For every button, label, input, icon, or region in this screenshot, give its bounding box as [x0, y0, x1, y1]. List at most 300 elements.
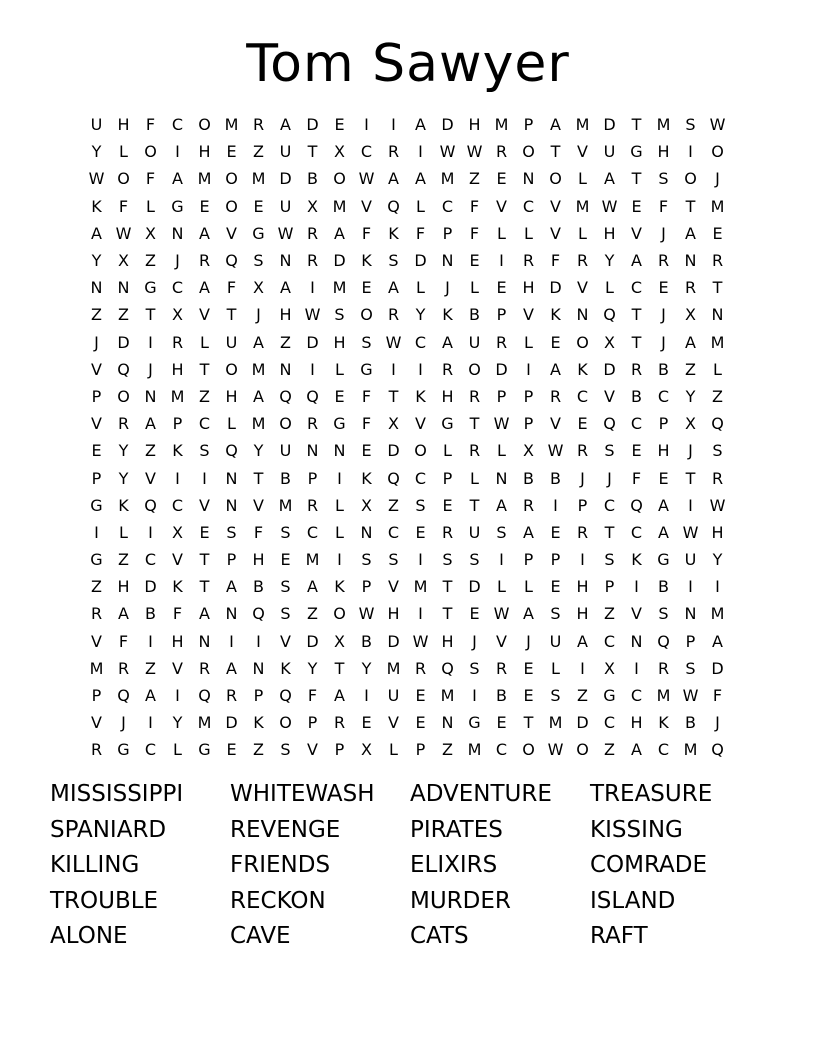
grid-letter: D: [711, 658, 724, 678]
grid-letter: L: [443, 441, 452, 461]
grid-letter: O: [279, 414, 292, 434]
grid-letter: I: [391, 359, 396, 379]
grid-letter: Z: [145, 441, 156, 461]
word-list-item: COMRADE: [590, 852, 708, 879]
grid-letter: I: [256, 631, 261, 651]
grid-letter: H: [387, 604, 400, 624]
grid-letter: N: [495, 468, 508, 488]
grid-letter: I: [553, 495, 558, 515]
grid-letter: M: [575, 196, 590, 216]
grid-letter: L: [146, 196, 155, 216]
grid-letter: G: [198, 740, 211, 760]
grid-letter: J: [715, 713, 720, 733]
grid-row: [83, 220, 733, 247]
grid-letter: Y: [604, 251, 615, 271]
grid-letter: O: [225, 169, 238, 189]
grid-letter: E: [550, 577, 561, 597]
grid-letter: I: [688, 577, 693, 597]
grid-letter: M: [251, 359, 266, 379]
grid-letter: Z: [604, 604, 615, 624]
grid-letter: I: [148, 631, 153, 651]
grid-letter: I: [688, 142, 693, 162]
grid-letter: C: [144, 740, 157, 760]
grid-letter: E: [658, 468, 669, 488]
grid-letter: W: [385, 332, 402, 352]
grid-letter: H: [603, 223, 616, 243]
grid-letter: E: [550, 332, 561, 352]
grid-letter: A: [388, 169, 399, 189]
grid-letter: W: [88, 169, 105, 189]
grid-letter: A: [145, 686, 156, 706]
grid-letter: X: [172, 305, 183, 325]
grid-letter: K: [550, 305, 561, 325]
grid-letter: P: [523, 386, 534, 406]
grid-letter: O: [684, 169, 697, 189]
grid-letter: R: [306, 223, 319, 243]
grid-letter: S: [658, 169, 669, 189]
grid-letter: R: [306, 251, 319, 271]
grid-letter: F: [361, 414, 372, 434]
grid-row: [83, 410, 733, 437]
grid-letter: F: [226, 278, 237, 298]
grid-letter: V: [199, 495, 210, 515]
grid-letter: Q: [657, 631, 670, 651]
grid-letter: N: [144, 386, 157, 406]
grid-row: [83, 383, 733, 410]
grid-letter: Z: [604, 740, 615, 760]
grid-letter: R: [576, 251, 589, 271]
grid-letter: P: [685, 631, 696, 651]
grid-letter: N: [684, 604, 697, 624]
grid-letter: N: [225, 604, 238, 624]
grid-letter: J: [607, 468, 612, 488]
grid-letter: I: [499, 550, 504, 570]
grid-letter: M: [710, 196, 725, 216]
grid-letter: P: [577, 495, 588, 515]
grid-letter: Q: [603, 305, 616, 325]
grid-letter: Q: [279, 686, 292, 706]
grid-letter: E: [226, 740, 237, 760]
grid-letter: O: [117, 386, 130, 406]
grid-letter: R: [495, 332, 508, 352]
grid-letter: S: [496, 522, 507, 542]
grid-letter: M: [386, 658, 401, 678]
grid-letter: N: [252, 658, 265, 678]
grid-letter: J: [472, 631, 477, 651]
grid-letter: M: [413, 577, 428, 597]
grid-letter: J: [661, 223, 666, 243]
grid-letter: Z: [280, 332, 291, 352]
grid-letter: J: [175, 251, 180, 271]
grid-letter: D: [603, 359, 616, 379]
grid-letter: A: [712, 631, 723, 651]
grid-letter: S: [550, 604, 561, 624]
grid-letter: Q: [630, 495, 643, 515]
grid-letter: F: [361, 386, 372, 406]
grid-letter: L: [416, 278, 425, 298]
grid-letter: V: [415, 414, 426, 434]
grid-letter: A: [658, 522, 669, 542]
grid-letter: C: [171, 278, 184, 298]
grid-letter: S: [415, 495, 426, 515]
grid-letter: A: [550, 359, 561, 379]
grid-letter: J: [121, 713, 126, 733]
grid-letter: R: [387, 142, 400, 162]
grid-letter: K: [577, 359, 588, 379]
grid-letter: K: [118, 495, 129, 515]
grid-letter: T: [145, 305, 156, 325]
grid-letter: K: [172, 577, 183, 597]
grid-letter: C: [657, 740, 670, 760]
grid-letter: P: [91, 386, 102, 406]
grid-letter: E: [496, 278, 507, 298]
grid-letter: L: [173, 740, 182, 760]
grid-letter: Q: [387, 196, 400, 216]
grid-letter: G: [657, 550, 670, 570]
grid-letter: N: [279, 359, 292, 379]
grid-letter: E: [550, 522, 561, 542]
grid-letter: A: [280, 278, 291, 298]
grid-letter: W: [601, 196, 618, 216]
grid-letter: W: [412, 631, 429, 651]
word-list-item: TROUBLE: [50, 887, 159, 914]
grid-letter: C: [171, 495, 184, 515]
grid-row: [83, 138, 733, 165]
grid-letter: K: [415, 386, 426, 406]
grid-letter: U: [90, 115, 103, 135]
grid-letter: C: [603, 495, 616, 515]
grid-letter: V: [91, 359, 102, 379]
grid-letter: W: [682, 686, 699, 706]
grid-letter: I: [499, 251, 504, 271]
grid-letter: A: [685, 332, 696, 352]
grid-letter: Y: [172, 713, 183, 733]
grid-letter: K: [172, 441, 183, 461]
grid-letter: S: [388, 550, 399, 570]
grid-letter: H: [225, 386, 238, 406]
grid-letter: W: [115, 223, 132, 243]
grid-letter: K: [253, 713, 264, 733]
grid-letter: M: [197, 713, 212, 733]
grid-letter: K: [442, 305, 453, 325]
grid-letter: B: [658, 577, 669, 597]
grid-letter: I: [364, 115, 369, 135]
grid-letter: Z: [712, 386, 723, 406]
grid-letter: J: [580, 468, 585, 488]
grid-letter: W: [682, 522, 699, 542]
grid-letter: V: [523, 305, 534, 325]
grid-letter: E: [361, 278, 372, 298]
grid-letter: E: [523, 686, 534, 706]
grid-letter: J: [256, 305, 261, 325]
grid-letter: L: [578, 169, 587, 189]
grid-letter: O: [117, 169, 130, 189]
grid-letter: F: [307, 686, 318, 706]
grid-letter: R: [198, 251, 211, 271]
grid-letter: X: [685, 414, 696, 434]
grid-letter: R: [306, 414, 319, 434]
grid-letter: S: [604, 550, 615, 570]
grid-letter: A: [658, 495, 669, 515]
grid-row: [83, 519, 733, 546]
grid-letter: G: [441, 414, 454, 434]
grid-letter: T: [631, 332, 642, 352]
grid-letter: T: [631, 115, 642, 135]
grid-letter: I: [418, 359, 423, 379]
grid-letter: A: [199, 604, 210, 624]
grid-letter: J: [445, 278, 450, 298]
grid-letter: V: [388, 713, 399, 733]
grid-letter: X: [604, 332, 615, 352]
grid-row: [83, 600, 733, 627]
grid-letter: T: [631, 305, 642, 325]
grid-letter: G: [90, 495, 103, 515]
grid-row: [83, 356, 733, 383]
grid-letter: V: [388, 577, 399, 597]
grid-letter: U: [279, 142, 292, 162]
grid-letter: D: [468, 577, 481, 597]
grid-letter: Y: [712, 550, 723, 570]
grid-letter: I: [175, 686, 180, 706]
grid-letter: H: [576, 577, 589, 597]
grid-letter: F: [145, 169, 156, 189]
grid-letter: N: [522, 169, 535, 189]
grid-letter: Q: [198, 686, 211, 706]
grid-letter: H: [522, 278, 535, 298]
grid-letter: M: [278, 495, 293, 515]
grid-letter: L: [470, 468, 479, 488]
grid-letter: W: [547, 441, 564, 461]
grid-letter: V: [577, 278, 588, 298]
grid-letter: Q: [117, 359, 130, 379]
grid-letter: E: [712, 223, 723, 243]
grid-letter: A: [307, 577, 318, 597]
grid-letter: B: [523, 468, 534, 488]
grid-letter: C: [144, 550, 157, 570]
grid-letter: L: [497, 223, 506, 243]
grid-letter: R: [441, 522, 454, 542]
grid-letter: E: [361, 441, 372, 461]
grid-letter: H: [117, 577, 130, 597]
grid-letter: Q: [603, 414, 616, 434]
grid-letter: I: [229, 631, 234, 651]
word-list-item: CAVE: [230, 923, 291, 950]
grid-letter: O: [333, 169, 346, 189]
grid-letter: A: [523, 604, 534, 624]
letter-grid: [83, 111, 733, 764]
grid-letter: P: [496, 386, 507, 406]
grid-letter: H: [441, 631, 454, 651]
grid-letter: L: [227, 414, 236, 434]
grid-letter: X: [334, 631, 345, 651]
grid-letter: R: [576, 522, 589, 542]
grid-letter: N: [117, 278, 130, 298]
grid-letter: E: [469, 251, 480, 271]
grid-letter: U: [279, 441, 292, 461]
grid-letter: S: [334, 305, 345, 325]
grid-letter: D: [279, 169, 292, 189]
grid-letter: R: [549, 386, 562, 406]
grid-letter: B: [361, 631, 372, 651]
grid-letter: A: [523, 522, 534, 542]
grid-letter: R: [495, 142, 508, 162]
grid-letter: R: [711, 468, 724, 488]
grid-letter: P: [361, 577, 372, 597]
grid-letter: P: [172, 414, 183, 434]
grid-letter: I: [634, 658, 639, 678]
grid-letter: A: [253, 386, 264, 406]
grid-letter: T: [253, 468, 264, 488]
grid-letter: X: [307, 196, 318, 216]
grid-letter: C: [441, 196, 454, 216]
grid-letter: C: [198, 414, 211, 434]
grid-letter: N: [684, 251, 697, 271]
grid-letter: A: [172, 169, 183, 189]
grid-letter: F: [550, 251, 561, 271]
grid-letter: F: [253, 522, 264, 542]
grid-letter: A: [145, 414, 156, 434]
grid-letter: Y: [118, 441, 129, 461]
grid-letter: Z: [118, 550, 129, 570]
grid-letter: Y: [91, 142, 102, 162]
grid-letter: P: [226, 550, 237, 570]
grid-letter: P: [91, 686, 102, 706]
grid-letter: W: [439, 142, 456, 162]
grid-letter: O: [279, 713, 292, 733]
grid-letter: X: [172, 522, 183, 542]
grid-letter: M: [440, 169, 455, 189]
grid-letter: D: [306, 332, 319, 352]
grid-letter: X: [361, 495, 372, 515]
grid-letter: L: [713, 359, 722, 379]
grid-letter: P: [415, 740, 426, 760]
grid-letter: H: [171, 359, 184, 379]
grid-letter: R: [441, 359, 454, 379]
grid-letter: L: [524, 223, 533, 243]
grid-letter: S: [226, 522, 237, 542]
grid-letter: G: [144, 278, 157, 298]
grid-letter: I: [391, 115, 396, 135]
grid-letter: C: [387, 522, 400, 542]
grid-letter: T: [388, 386, 399, 406]
grid-letter: E: [523, 658, 534, 678]
grid-letter: H: [576, 604, 589, 624]
grid-letter: M: [683, 740, 698, 760]
grid-letter: E: [226, 142, 237, 162]
grid-letter: R: [225, 686, 238, 706]
grid-letter: A: [388, 278, 399, 298]
word-list-item: MISSISSIPPI: [50, 781, 184, 807]
grid-letter: A: [442, 332, 453, 352]
grid-letter: L: [119, 522, 128, 542]
grid-letter: C: [414, 468, 427, 488]
grid-letter: Z: [253, 740, 264, 760]
grid-letter: D: [117, 332, 130, 352]
grid-letter: W: [493, 414, 510, 434]
grid-letter: L: [578, 223, 587, 243]
grid-letter: H: [711, 522, 724, 542]
grid-letter: M: [494, 115, 509, 135]
grid-letter: V: [496, 196, 507, 216]
grid-letter: I: [148, 713, 153, 733]
grid-letter: C: [603, 631, 616, 651]
grid-letter: E: [361, 713, 372, 733]
grid-letter: S: [280, 604, 291, 624]
grid-letter: H: [117, 115, 130, 135]
grid-letter: I: [175, 142, 180, 162]
grid-letter: F: [469, 196, 480, 216]
grid-letter: V: [280, 631, 291, 651]
grid-letter: G: [603, 686, 616, 706]
grid-letter: O: [333, 604, 346, 624]
grid-letter: K: [91, 196, 102, 216]
grid-letter: S: [658, 604, 669, 624]
grid-letter: P: [604, 577, 615, 597]
grid-letter: Z: [577, 686, 588, 706]
word-list-item: ADVENTURE: [410, 781, 552, 807]
grid-letter: O: [549, 169, 562, 189]
grid-letter: L: [605, 278, 614, 298]
grid-letter: V: [361, 196, 372, 216]
grid-letter: D: [549, 278, 562, 298]
grid-letter: R: [576, 441, 589, 461]
grid-letter: I: [580, 550, 585, 570]
grid-letter: R: [684, 278, 697, 298]
grid-row: [83, 628, 733, 655]
grid-letter: F: [118, 631, 129, 651]
grid-letter: I: [580, 658, 585, 678]
grid-letter: G: [468, 713, 481, 733]
grid-letter: G: [333, 414, 346, 434]
grid-letter: K: [280, 658, 291, 678]
grid-letter: V: [172, 550, 183, 570]
grid-letter: J: [715, 169, 720, 189]
grid-letter: A: [199, 223, 210, 243]
grid-letter: M: [710, 332, 725, 352]
grid-letter: R: [522, 251, 535, 271]
grid-letter: J: [661, 332, 666, 352]
grid-letter: P: [523, 414, 534, 434]
grid-letter: L: [497, 577, 506, 597]
grid-letter: Y: [415, 305, 426, 325]
grid-letter: G: [630, 142, 643, 162]
grid-letter: E: [91, 441, 102, 461]
grid-letter: T: [631, 169, 642, 189]
grid-letter: E: [442, 495, 453, 515]
grid-letter: Z: [253, 142, 264, 162]
grid-letter: W: [358, 169, 375, 189]
grid-letter: S: [685, 115, 696, 135]
grid-letter: R: [306, 495, 319, 515]
grid-letter: B: [658, 359, 669, 379]
word-list-item: ISLAND: [590, 887, 676, 914]
grid-letter: I: [94, 522, 99, 542]
grid-letter: S: [361, 550, 372, 570]
grid-letter: G: [252, 223, 265, 243]
grid-letter: N: [630, 631, 643, 651]
grid-letter: W: [466, 142, 483, 162]
grid-letter: O: [522, 142, 535, 162]
grid-letter: T: [334, 658, 345, 678]
grid-letter: W: [304, 305, 321, 325]
grid-letter: I: [364, 686, 369, 706]
grid-letter: I: [418, 550, 423, 570]
grid-letter: O: [360, 305, 373, 325]
grid-letter: Z: [145, 251, 156, 271]
grid-letter: A: [199, 278, 210, 298]
grid-letter: T: [469, 495, 480, 515]
grid-letter: D: [603, 115, 616, 135]
